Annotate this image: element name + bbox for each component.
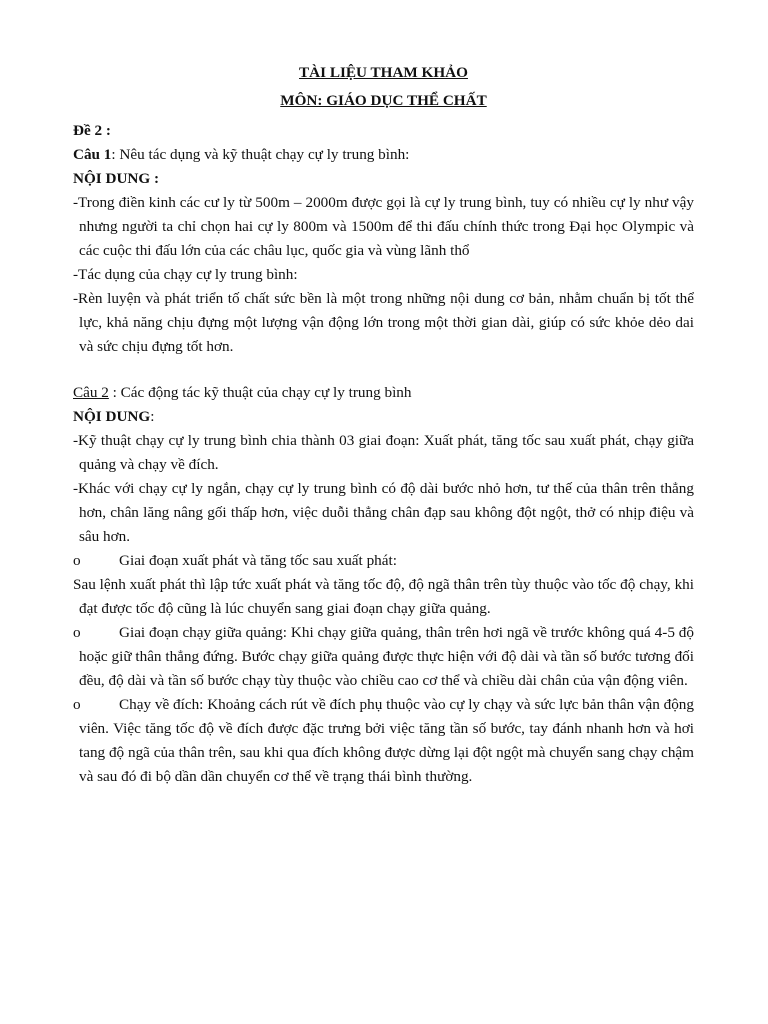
question-1-label: Câu 1: [73, 146, 112, 163]
paragraph-endurance: -Rèn luyện và phát triển tố chất sức bền là một trong những nội dung cơ bản, nhằm chuẩn bị tốt thể lực, khả năng chịu đựng một lượng vận động lớn trong một thời gian dài, giúp có sức khỏe dẻo dai và sức chịu đựng tốt hơn.: [73, 290, 694, 355]
paragraph-start-detail: Sau lệnh xuất phát thì lập tức xuất phát và tăng tốc độ, độ ngã thân trên tùy thuộc vào tốc độ chạy, khi đạt được tốc độ cũng là lúc chuyển sang giai đoạn chạy giữa quảng.: [73, 576, 694, 617]
subject-title: MÔN: GIÁO DỤC THỂ CHẤT: [280, 92, 487, 109]
bullet-mark: o: [73, 696, 81, 713]
question-2-label: Câu 2: [73, 384, 109, 401]
question-1: [73, 143, 694, 167]
paragraph-distances: -Trong điền kinh các cư ly từ 500m – 2000m được gọi là cự ly trung bình, tuy có nhiều cự ly như vậy nhưng người ta chỉ chọn hai cự ly 800m và 1500m để thi đấu chính thức trong Đại học Olympic và các cuộc thi đấu lớn của các châu lục, quốc gia và vùng lãnh thổ: [73, 194, 694, 259]
content-heading-2: NỘI DUNG:: [73, 408, 155, 425]
paragraph-effects-heading: -Tác dụng của chạy cự ly trung bình:: [73, 266, 298, 283]
content-heading-1: NỘI DUNG :: [73, 170, 160, 187]
exam-label: Đề 2 :: [73, 122, 111, 139]
spacer: [73, 359, 694, 381]
question-2-text: : Các động tác kỹ thuật của chạy cự ly trung bình: [108, 384, 412, 401]
bullet-mark: o: [73, 624, 81, 641]
document-title: TÀI LIỆU THAM KHẢO: [299, 64, 468, 81]
document-page: [73, 61, 694, 789]
bullet-start-phase: o Giai đoạn xuất phát và tăng tốc sau xuất phát:: [73, 549, 694, 573]
question-1-text: : Nêu tác dụng và kỹ thuật chạy cự ly trung bình:: [111, 146, 410, 163]
bullet-mark: o: [73, 552, 81, 569]
paragraph-technique-phases: -Kỹ thuật chạy cự ly trung bình chia thành 03 giai đoạn: Xuất phát, tăng tốc sau xuất phát, chạy giữa quảng và chạy về đích.: [73, 432, 694, 473]
bullet-finish-phase: o Chạy về đích: Khoảng cách rút về đích phụ thuộc vào cự ly chạy và sức lực bản thân vận động viên. Việc tăng tốc độ về đích được đặc trưng bởi việc tăng tần số bước, tay đánh nhanh hơn và hơi tang độ ngã của thân trên, sau khi qua đích không được dừng lại đột ngột mà chuyển sang chạy chậm và sau đó đi bộ dần dần chuyển cơ thể về trạng thái bình thường.: [73, 693, 694, 789]
bullet-middle-phase: o Giai đoạn chạy giữa quảng: Khi chạy giữa quảng, thân trên hơi ngã về trước không quá 4-5 độ hoặc giữ thân thẳng đứng. Bước chạy giữa quảng được thực hiện với độ dài và tần số bước tương đối đều, độ dài và tần số bước chạy tùy thuộc vào chiều cao cơ thể và chiều dài chân của vận động viên.: [73, 621, 694, 693]
paragraph-comparison: -Khác với chạy cự ly ngắn, chạy cự ly trung bình có độ dài bước nhỏ hơn, tư thế của thân trên thẳng hơn, chân lăng nâng gối thấp hơn, việc duỗi thẳng chân đạp sau không đột ngột, thở có nhịp điệu và sâu hơn.: [73, 480, 694, 545]
question-2: [73, 381, 694, 405]
